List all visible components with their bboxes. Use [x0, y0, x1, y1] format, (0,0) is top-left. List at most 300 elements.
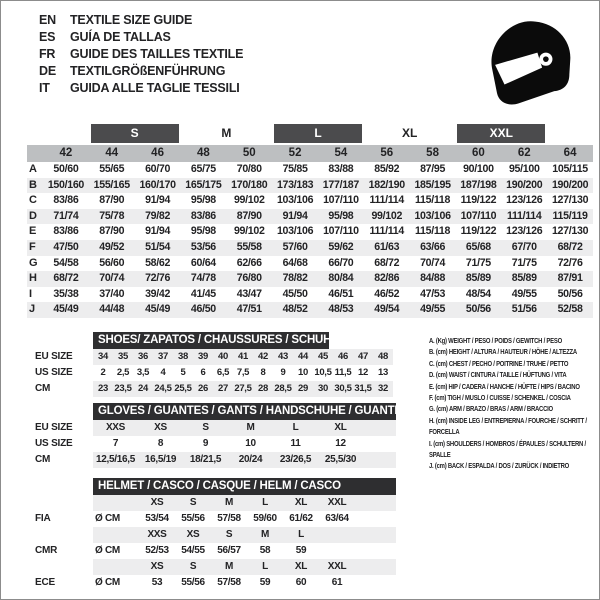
value-cell: 60 — [295, 577, 307, 588]
size-group-row — [27, 123, 593, 144]
value-cell: 11 — [290, 438, 301, 449]
measurement-row — [27, 302, 593, 318]
table-row — [1, 495, 433, 511]
table-row — [1, 543, 433, 559]
measurement-cell: 107/110 — [460, 209, 497, 222]
value-cell: 27 — [218, 383, 228, 394]
measurement-cell: 61/63 — [374, 240, 400, 253]
value-cell: 52/53 — [145, 545, 169, 556]
measurement-cell: 190/200 — [506, 178, 543, 191]
measurement-cell: 177/187 — [322, 178, 359, 191]
measurement-key: A — [29, 163, 37, 175]
measurement-row — [27, 162, 593, 178]
value-cell: 61/62 — [289, 513, 313, 524]
value-cell: XS — [154, 422, 167, 433]
value-cell: 28,5 — [274, 383, 292, 394]
measurement-cell: 83/86 — [53, 194, 79, 207]
size-group-label: XL — [401, 126, 418, 140]
value-cell: 30,5 — [334, 383, 352, 394]
value-cell: 23,5 — [114, 383, 132, 394]
measurement-cell: 49/54 — [374, 303, 400, 316]
value-cell: 10,5 — [314, 367, 332, 378]
measurement-cell: 70/74 — [99, 272, 125, 285]
value-cell: 63/64 — [325, 513, 349, 524]
guide-title: GUIDA ALLE TAGLIE TESSILI — [70, 81, 240, 95]
value-cell: L — [262, 497, 268, 508]
measurement-cell: 87/95 — [420, 163, 446, 175]
row-label: FIA — [35, 513, 51, 524]
row-values — [93, 436, 396, 452]
value-cell: 6 — [200, 367, 206, 378]
measurement-cell: 160/170 — [139, 178, 176, 191]
measurement-cell: 58/62 — [145, 256, 171, 269]
measurement-cell: 90/100 — [463, 163, 494, 175]
measurement-cell: 85/89 — [465, 272, 491, 285]
value-cell: XXS — [147, 529, 167, 540]
value-cell: 20/24 — [238, 454, 263, 465]
value-cell: 8 — [260, 367, 266, 378]
measurement-cell: 60/70 — [145, 163, 171, 175]
value-cell: 39 — [198, 351, 208, 362]
measurement-cell: 72/76 — [557, 256, 583, 269]
row-values — [93, 575, 396, 591]
measurement-row — [27, 256, 593, 272]
value-cell: 24,5 — [154, 383, 172, 394]
measurement-cell: 95/98 — [190, 225, 216, 238]
value-cell: 4 — [160, 367, 166, 378]
table-row — [1, 575, 433, 591]
value-cell: 59 — [295, 545, 307, 556]
language-code: FR — [39, 47, 56, 61]
language-code: EN — [39, 13, 56, 27]
measurement-cell: 80/84 — [328, 272, 354, 285]
legend-item: J. (cm) BACK / ESPALDA / DOS / ZURÜCK / INDIETRO — [429, 461, 570, 471]
value-cell: XXS — [105, 422, 126, 433]
helmet-table — [1, 478, 433, 591]
measurement-cell: 107/110 — [323, 225, 359, 238]
guide-title: GUIDE DES TAILLES TEXTILE — [70, 47, 244, 61]
measurement-cell: 65/68 — [465, 240, 491, 253]
measurement-cell: 64/68 — [282, 256, 308, 269]
value-cell: 34 — [98, 351, 108, 362]
measurement-cell: 87/90 — [99, 225, 125, 238]
value-cell: 59/60 — [253, 513, 277, 524]
value-cell: 44 — [298, 351, 308, 362]
measurement-cell: 115/118 — [415, 225, 451, 238]
measurement-cell: 50/56 — [465, 303, 491, 316]
value-cell: 58 — [259, 545, 271, 556]
guide-title: GUÍA DE TALLAS — [70, 30, 171, 44]
measurement-cell: 99/102 — [233, 194, 265, 207]
measurement-cell: 95/98 — [328, 209, 354, 222]
diameter-unit-cell — [93, 495, 139, 511]
value-cell: 61 — [331, 577, 343, 588]
row-values — [93, 420, 396, 436]
measurement-cell: 85/92 — [374, 163, 400, 175]
measurement-cell: 99/102 — [371, 209, 403, 222]
language-row — [39, 80, 243, 97]
sub-tables-section — [1, 332, 433, 597]
value-cell: 23 — [98, 383, 108, 394]
row-label: CM — [35, 383, 51, 394]
size-number-cell: 56 — [380, 147, 394, 159]
measurement-cell: 70/80 — [236, 163, 262, 175]
measurement-cell: 111/114 — [369, 225, 404, 238]
row-label — [1, 495, 93, 511]
measurement-cell: 91/94 — [145, 225, 171, 238]
language-row — [39, 29, 243, 46]
measurement-cell: 111/114 — [369, 194, 404, 207]
measurement-cell: 50/56 — [557, 287, 583, 300]
value-cell: XXL — [327, 561, 347, 572]
value-cell: S — [189, 497, 197, 508]
value-cell: XXL — [327, 497, 347, 508]
measurement-cell: 83/88 — [328, 163, 354, 175]
legend-item: B. (cm) HEIGHT / ALTURA / HAUTEUR / HÖHE / ALTEZZA — [429, 347, 577, 357]
measurement-cell: 76/80 — [236, 272, 262, 285]
row-values — [93, 365, 393, 381]
row-label: CM — [35, 454, 51, 465]
measurement-cell: 190/200 — [551, 178, 589, 191]
value-cell: 43 — [278, 351, 288, 362]
measurement-cell: 87/90 — [236, 209, 262, 222]
value-cell: 9 — [202, 438, 209, 449]
value-cell: 45 — [318, 351, 328, 362]
measurement-cell: 150/160 — [47, 178, 85, 191]
measurement-cell: 155/165 — [93, 178, 130, 191]
measurement-cell: 111/114 — [507, 209, 542, 222]
size-number-cell: 64 — [563, 147, 577, 159]
measurement-cell: 95/100 — [508, 163, 540, 175]
value-cell: 42 — [258, 351, 268, 362]
value-cell: 6,5 — [216, 367, 230, 378]
shoes-table — [1, 332, 433, 397]
measurement-row — [27, 178, 593, 194]
row-label — [1, 527, 93, 543]
measurement-key: I — [29, 287, 32, 300]
measurement-cell: 103/106 — [276, 225, 314, 238]
measurement-cell: 57/60 — [282, 240, 308, 253]
value-cell: 27,5 — [234, 383, 252, 394]
diameter-unit-cell: Ø CM — [95, 577, 120, 588]
row-values — [93, 543, 396, 559]
value-cell: 12 — [358, 367, 368, 378]
measurement-cell: 45/49 — [145, 303, 171, 316]
measurement-cell: 75/78 — [99, 209, 125, 222]
value-cell: 28 — [258, 383, 268, 394]
measurement-cell: 165/175 — [185, 178, 222, 191]
row-label: EU SIZE — [35, 351, 73, 362]
gloves-table — [1, 403, 433, 468]
value-cell: 37 — [158, 351, 168, 362]
measurement-row — [27, 193, 593, 209]
measurement-cell: 74/78 — [190, 272, 216, 285]
measurement-cell: 107/110 — [323, 194, 359, 207]
value-cell: 29 — [298, 383, 308, 394]
table-row — [1, 420, 433, 436]
value-cell: 48 — [378, 351, 388, 362]
row-values — [93, 527, 396, 543]
measurement-legend — [429, 335, 595, 472]
value-cell: 36 — [138, 351, 148, 362]
value-cell: 40 — [218, 351, 228, 362]
table-row — [1, 381, 433, 397]
measurement-cell: 71/75 — [511, 256, 537, 269]
measurement-cell: 119/122 — [460, 225, 497, 238]
measurement-cell: 49/55 — [511, 287, 537, 300]
table-row — [1, 511, 433, 527]
size-number-cell: 58 — [426, 147, 439, 159]
measurement-cell: 44/48 — [99, 303, 125, 316]
value-cell: 26 — [198, 383, 208, 394]
textile-size-table — [27, 123, 593, 318]
measurement-cell: 119/122 — [460, 194, 497, 207]
measurement-cell: 91/94 — [282, 209, 308, 222]
measurement-cell: 37/40 — [99, 287, 125, 300]
measurement-cell: 95/98 — [190, 194, 216, 207]
measurement-cell: 48/52 — [282, 303, 308, 316]
value-cell: 24 — [138, 383, 148, 394]
value-cell: 57/58 — [217, 577, 241, 588]
measurement-cell: 41/45 — [190, 287, 216, 300]
measurement-cell: 78/82 — [282, 272, 308, 285]
value-cell: 57/58 — [217, 513, 241, 524]
size-number-cell: 50 — [242, 147, 256, 159]
value-cell: M — [246, 422, 255, 433]
value-cell: 9 — [280, 367, 286, 378]
measurement-cell: 72/76 — [145, 272, 171, 285]
value-cell: 10 — [245, 438, 256, 449]
measurement-cell: 127/130 — [551, 225, 589, 238]
value-cell: M — [224, 497, 234, 508]
measurement-cell: 82/86 — [374, 272, 400, 285]
legend-item: A. (Kg) WEIGHT / PESO / POIDS / GEWITCH / PESO — [429, 336, 562, 345]
size-number-cell: 44 — [105, 147, 119, 159]
diameter-unit-cell — [93, 527, 139, 543]
gloves-table-title: GLOVES / GUANTES / GANTS / HANDSCHUHE / GUANTI — [93, 403, 396, 420]
value-cell: XS — [150, 497, 164, 508]
measurement-cell: 62/66 — [236, 256, 262, 269]
table-row — [1, 452, 433, 468]
measurement-row — [27, 209, 593, 225]
value-cell: S — [189, 561, 197, 572]
helmet-table-rows — [1, 495, 433, 591]
measurement-cell: 50/60 — [53, 163, 79, 175]
table-row — [1, 527, 433, 543]
size-group-label: M — [221, 126, 232, 140]
measurement-cell: 123/126 — [506, 194, 543, 207]
value-cell — [319, 527, 355, 543]
value-cell: 30 — [318, 383, 328, 394]
language-code: DE — [39, 64, 56, 78]
measurement-cell: 60/64 — [190, 256, 216, 269]
shoes-table-title: SHOES/ ZAPATOS / CHAUSSURES / SCHUHE / SCARPE — [93, 332, 329, 349]
size-group-label: S — [91, 124, 179, 143]
measurement-cell: 115/118 — [415, 194, 451, 207]
value-cell: 31,5 — [354, 383, 372, 394]
measurement-cell: 47/50 — [53, 240, 79, 253]
measurement-cell: 83/86 — [190, 209, 216, 222]
value-cell: 7,5 — [236, 367, 250, 378]
measurement-cell: 123/126 — [506, 225, 543, 238]
value-cell: 56/57 — [217, 545, 241, 556]
row-label: US SIZE — [35, 367, 73, 378]
value-cell: M — [224, 561, 234, 572]
measurement-cell: 45/50 — [282, 287, 308, 300]
gloves-table-rows — [1, 420, 433, 468]
measurement-cell: 127/130 — [551, 194, 589, 207]
measurement-cell: 87/90 — [99, 194, 125, 207]
measurement-cell: 48/53 — [328, 303, 354, 316]
value-cell: 3,5 — [136, 367, 150, 378]
measurement-cell: 71/75 — [465, 256, 491, 269]
value-cell: L — [292, 422, 299, 433]
size-number-cell: 48 — [197, 147, 210, 159]
measurement-cell: 87/91 — [557, 272, 583, 285]
value-cell: 16,5/19 — [144, 454, 177, 465]
measurement-cell: 55/58 — [236, 240, 262, 253]
measurement-cell: 54/58 — [53, 256, 79, 269]
legend-item: H. (cm) INSIDE LEG / ENTREPIERNA / FOURCHE / SCHRITT / FORCELLA — [429, 415, 587, 437]
value-cell: 47 — [358, 351, 368, 362]
table-row — [1, 365, 433, 381]
value-cell: 18/21,5 — [189, 454, 222, 465]
legend-item: I. (cm) SHOULDERS / HOMBROS / ÉPAULES / SCHULTERN / SPALLE — [429, 438, 586, 460]
row-label: CMR — [35, 545, 58, 556]
row-values — [93, 349, 393, 365]
value-cell: 8 — [157, 438, 164, 449]
measurement-key: C — [29, 194, 37, 207]
legend-item: E. (cm) HIP / CADERA / HANCHE / HÜFTE / HIPS / BACINO — [429, 381, 580, 391]
value-cell — [319, 543, 355, 559]
racing-helmet-icon — [481, 15, 575, 109]
measurement-cell: 105/115 — [552, 163, 588, 175]
value-cell: S — [202, 422, 209, 433]
legend-item: G. (cm) ARM / BRAZO / BRAS / ARM / BRACCIO — [429, 404, 553, 414]
table-row — [1, 559, 433, 575]
diameter-unit-cell: Ø CM — [95, 513, 120, 524]
measurement-key: H — [29, 272, 37, 285]
measurement-cell: 85/89 — [511, 272, 537, 285]
measurement-key: J — [29, 303, 35, 316]
measurement-cell: 49/52 — [99, 240, 125, 253]
legend-item: C. (cm) CHEST / PECHO / POITRINE / TRUHE / PETTO — [429, 358, 569, 368]
measurement-key: G — [29, 256, 38, 269]
value-cell: 53/54 — [145, 513, 169, 524]
row-values — [93, 495, 396, 511]
measurement-cell: 185/195 — [414, 178, 451, 191]
value-cell: 12,5/16,5 — [95, 454, 135, 465]
size-number-cell: 54 — [334, 147, 348, 159]
row-label: EU SIZE — [35, 422, 73, 433]
value-cell: 32 — [378, 383, 388, 394]
value-cell: 12 — [335, 438, 346, 449]
measurement-cell: 66/70 — [328, 256, 354, 269]
row-label — [1, 559, 93, 575]
diameter-unit-cell: Ø CM — [95, 545, 120, 556]
value-cell: 35 — [118, 351, 128, 362]
value-cell: 59 — [259, 577, 271, 588]
value-cell: XL — [294, 561, 308, 572]
value-cell: L — [262, 561, 268, 572]
legend-item: D. (cm) WAIST / CINTURA / TAILLE / HÜFTUNG / VITA — [429, 370, 567, 380]
measurement-cell: 56/60 — [99, 256, 125, 269]
measurement-cell: 63/66 — [420, 240, 446, 253]
measurement-cell: 187/198 — [460, 178, 497, 191]
value-cell: 38 — [178, 351, 188, 362]
value-cell: 23/26,5 — [279, 454, 312, 465]
value-cell: 7 — [112, 438, 119, 449]
size-number-cell: 62 — [517, 147, 531, 159]
value-cell: XL — [334, 422, 347, 433]
value-cell: 13 — [378, 367, 388, 378]
measurement-cell: 103/106 — [414, 209, 451, 222]
measurement-cell: 53/56 — [190, 240, 216, 253]
measurement-cell: 70/74 — [420, 256, 446, 269]
measurement-cell: 83/86 — [53, 225, 79, 238]
measurement-cell: 46/50 — [190, 303, 216, 316]
size-number-cell: 42 — [59, 147, 73, 159]
measurement-cell: 170/180 — [231, 178, 268, 191]
value-cell: 2,5 — [116, 367, 130, 378]
measurement-cell: 68/72 — [557, 240, 583, 253]
helmet-table-title: HELMET / CASCO / CASQUE / HELM / CASCO — [93, 478, 396, 495]
language-title-list — [39, 12, 243, 97]
measurement-cell: 47/53 — [420, 287, 446, 300]
value-cell: 54/55 — [181, 545, 205, 556]
size-number-cell: 52 — [288, 147, 302, 159]
row-values — [93, 452, 396, 468]
row-values — [93, 381, 393, 397]
language-row — [39, 46, 243, 63]
size-number-cell: 46 — [151, 147, 164, 159]
guide-title: TEXTILGRÖßENFÜHRUNG — [70, 64, 226, 78]
value-cell: 25,5 — [174, 383, 192, 394]
value-cell: 46 — [338, 351, 348, 362]
value-cell: 2 — [100, 367, 106, 378]
measurement-cell: 51/54 — [145, 240, 171, 253]
value-cell: 5 — [180, 367, 186, 378]
measurement-cell: 67/70 — [511, 240, 537, 253]
language-row — [39, 63, 243, 80]
value-cell: 10 — [298, 367, 308, 378]
value-cell: S — [225, 529, 233, 540]
table-row — [1, 349, 433, 365]
measurement-cell: 68/72 — [53, 272, 79, 285]
value-cell: 53 — [151, 577, 163, 588]
row-label: ECE — [35, 577, 55, 588]
value-cell: 55/56 — [181, 577, 205, 588]
measurement-cell: 51/56 — [511, 303, 537, 316]
measurement-key: E — [29, 225, 37, 238]
language-code: ES — [39, 30, 56, 44]
measurement-cell: 39/42 — [145, 287, 171, 300]
legend-item: F. (cm) TIGH / MUSLO / CUISSE / SCHENKEL / COSCIA — [429, 393, 571, 403]
size-number-cell: 60 — [472, 147, 485, 159]
measurement-cell: 91/94 — [145, 194, 171, 207]
value-cell: XS — [150, 561, 164, 572]
value-cell: M — [260, 529, 270, 540]
measurement-cell: 173/183 — [276, 178, 314, 191]
measurement-cell: 46/52 — [374, 287, 400, 300]
measurement-cell: 55/65 — [99, 163, 125, 175]
measurement-cell: 43/47 — [236, 287, 262, 300]
measurement-cell: 46/51 — [328, 287, 354, 300]
measurement-cell: 71/74 — [53, 209, 79, 222]
row-values — [93, 559, 396, 575]
value-cell: 41 — [238, 351, 248, 362]
measurement-cell: 115/119 — [552, 209, 588, 222]
